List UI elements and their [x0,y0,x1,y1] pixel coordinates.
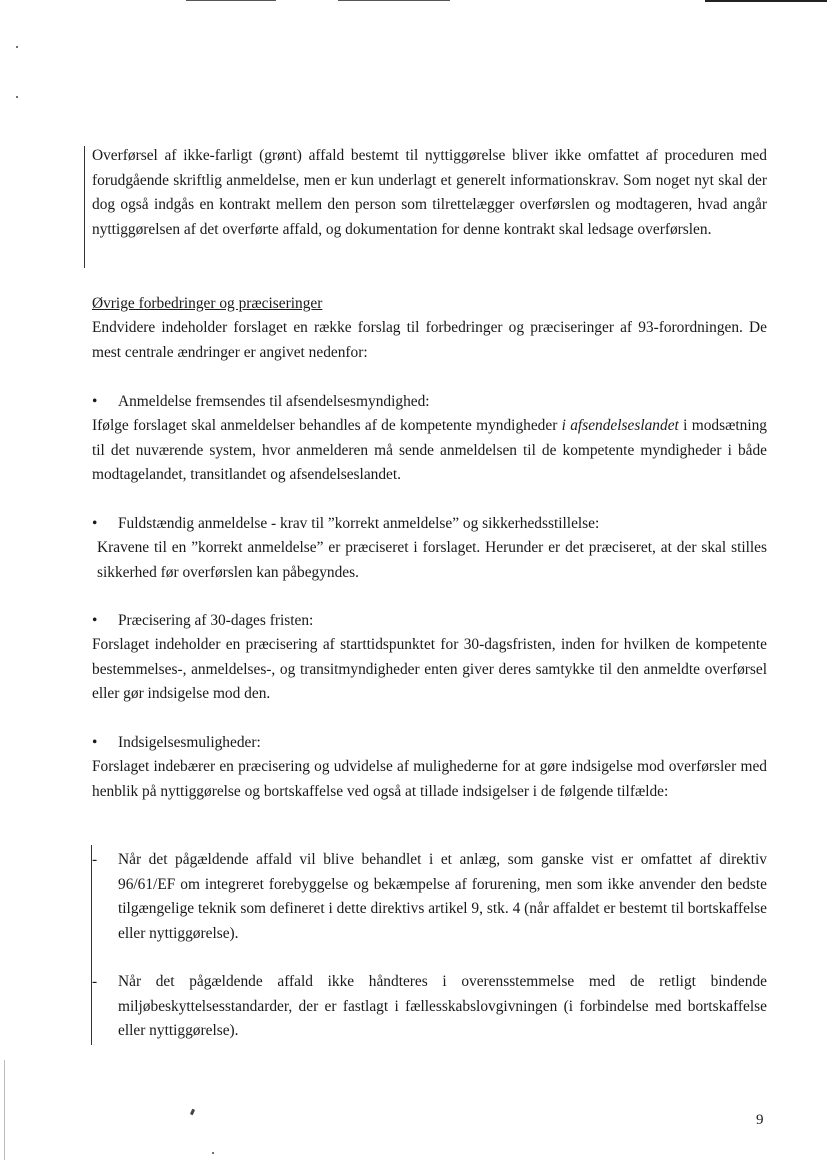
bullet-icon: • [92,734,98,751]
scan-artifact-line [705,0,827,2]
scan-artifact-line [186,0,276,1]
scan-artifact-line [338,0,450,1]
bullet-title: Præcisering af 30-dages fristen: [118,612,314,629]
bullet-body-text: Ifølge forslaget skal anmeldelser behandles af de kompetente myndigheder [92,417,562,434]
intro-paragraph: Overførsel af ikke-farligt (grønt) affald bestemt til nyttiggørelse bliver ikke omfattet af proceduren med forudgående skriftlig anmeldelse, men er kun underlagt et generelt informationskrav. Som noget nyt skal der dog også indgås en kontrakt mellem den person som tilrettelægger overførslen og modtageren, hvad angår nyttiggørelsen af det overførte affald, og dokumentation for denne kontrakt skal ledsage overførslen. [92,147,767,238]
bullet-body: Forslaget indebærer en præcisering og udvidelse af mulighederne for at gøre indsigelse mod overførsler med henblik på nyttiggørelse og bortskaffelse ved også at tillade indsigelser i de følgende tilfælde: [92,758,767,800]
bullet-title: Indsigelsesmuligheder: [118,734,261,751]
bullet-body: Forslaget indeholder en præcisering af starttidspunktet for 30-dagsfristen, inden for hvilken de kompetente bestemmelses-, anmeldelses-, og transitmyndigheder enten giver deres samtykke til den anmeldte overførsel eller gør indsigelse mod den. [92,636,767,702]
bullet-title: Fuldstændig anmeldelse - krav til ”korrekt anmeldelse” og sikkerhedsstillelse: [118,515,600,532]
dash-marker: - [92,973,98,990]
scan-speck [16,96,18,98]
page-number: 9 [756,1112,764,1128]
left-edge-shadow [4,1060,5,1160]
bullet-icon: • [92,612,98,629]
bullet-icon: • [92,515,98,532]
bullet-item [92,609,767,634]
bullet-item [92,512,767,537]
bullet-body: Kravene til en ”korrekt anmeldelse” er præciseret i forslaget. Herunder er det præciseret, at der skal stilles sikkerhed før overførslen kan påbegyndes. [97,539,767,581]
bullet-body-text: i modsætning til det nuværende system, hvor anmelderen må sende anmeldelsen til de kompetente myndigheder i både modtagelandet, transitlandet og afsendelseslandet. [92,417,767,483]
scan-speck [190,1109,195,1116]
bullet-body [92,414,767,488]
bullet-icon: • [92,393,98,410]
bullet-title: Anmeldelse fremsendes til afsendelsesmyndighed: [118,393,430,410]
dash-marker: - [92,851,98,868]
bullet-item [92,390,767,415]
dash-item-text: Når det pågældende affald ikke håndteres i overensstemmelse med de retligt bindende miljøbeskyttelsesstandarder, der er fastlagt i fællesskabslovgivningen (i forbindelse med bortskaffelse eller nyttiggørelse). [118,973,767,1039]
bullet-body-emphasis: i afsendelseslandet [561,417,679,434]
revision-bar [84,146,85,268]
section-lead-paragraph: Endvidere indeholder forslaget en række forslag til forbedringer og præciseringer af 93-forordningen. De mest centrale ændringer er angivet nedenfor: [92,319,767,361]
scan-speck [16,46,18,48]
bullet-item [92,731,767,756]
scan-speck [212,1152,214,1154]
revision-bar [91,845,92,1045]
dash-item-text: Når det pågældende affald vil blive behandlet i et anlæg, som ganske vist er omfattet af direktiv 96/61/EF om integreret forebyggelse og bekæmpelse af forurening, men som ikke anvender den bedste tilgængelige teknik som defineret i dette direktivs artikel 9, stk. 4 (når affaldet er bestemt til bortskaffelse eller nyttiggørelse). [118,851,767,942]
section-heading: Øvrige forbedringer og præciseringer [92,295,323,312]
